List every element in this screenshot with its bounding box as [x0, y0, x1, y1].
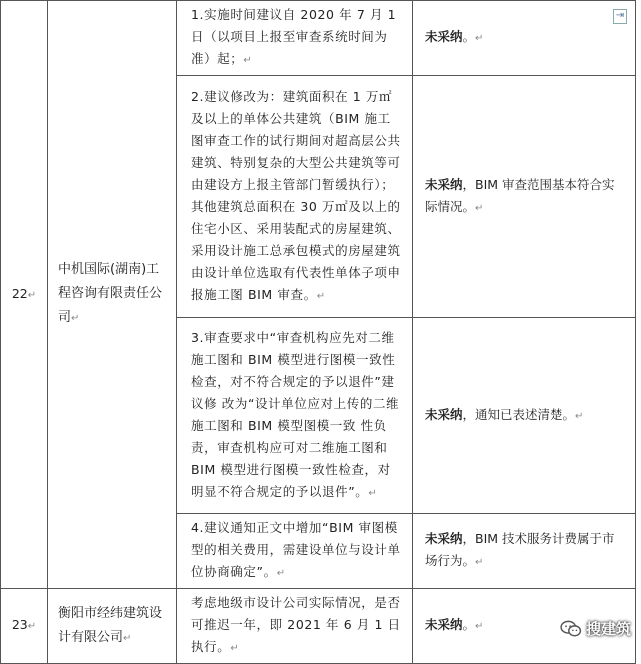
organization-cell: 衡阳市经纬建筑设计有限公司↵ — [48, 589, 177, 664]
suggestion-cell: 1.实施时间建议自 2020 年 7 月 1 日（以项目上报至审查系统时间为准）起；↵ — [177, 1, 413, 76]
watermark-text: 搜建筑 — [585, 620, 631, 638]
suggestion-cell: 2.建议修改为：建筑面积在 1 万㎡及以上的单体公共建筑（BIM 施工图审查工作的试行期间对超高层公共建筑、特别复杂的大型公共建筑等可由建设方上报主管部门暂缓执行）；其他建筑总面积在 30 万㎡及以上的住宅小区、采用装配式的房屋建筑、采用设计施工总承包模式的房屋建筑由设计单位选取有代表性单体子项申报施工图 BIM 审查。↵ — [177, 76, 413, 318]
result-cell: 未采纳，BIM 审查范围基本符合实际情况。↵ — [413, 76, 636, 318]
table-row — [1, 589, 636, 664]
result-cell: 未采纳。↵ — [413, 1, 636, 76]
result-cell: 未采纳，BIM 技术服务计费属于市场行为。↵ — [413, 514, 636, 589]
result-cell: 未采纳。↵ — [413, 589, 636, 664]
collapse-arrow-icon[interactable]: ⇥ — [613, 9, 627, 24]
watermark — [560, 618, 631, 639]
suggestion-cell: 3.审查要求中“审查机构应先对二维施工图和 BIM 模型进行图模一致性检查，对不符合规定的予以退件”建议修 改为“设计单位应对上传的二维施工图和 BIM 模型图模一致 性负责，审查机构应可对二维施工图和 BIM 模型进行图模一致性检查，对明显不符合规定的予以退件”。↵ — [177, 318, 413, 514]
suggestion-cell: 4.建议通知正文中增加“BIM 审图模型的相关费用，需建设单位与设计单位协商确定”。↵ — [177, 514, 413, 589]
result-cell: 未采纳，通知已表述清楚。↵ — [413, 318, 636, 514]
wechat-logo-icon — [560, 620, 582, 638]
row-number-cell: 22↵ — [1, 1, 48, 589]
row-number-cell: 23↵ — [1, 589, 48, 664]
suggestion-cell: 考虑地级市设计公司实际情况，是否可推迟一年，即 2021 年 6 月 1 日执行。↵ — [177, 589, 413, 664]
organization-cell: 中机国际(湖南)工程咨询有限责任公司↵ — [48, 1, 177, 589]
table-row — [1, 1, 636, 76]
